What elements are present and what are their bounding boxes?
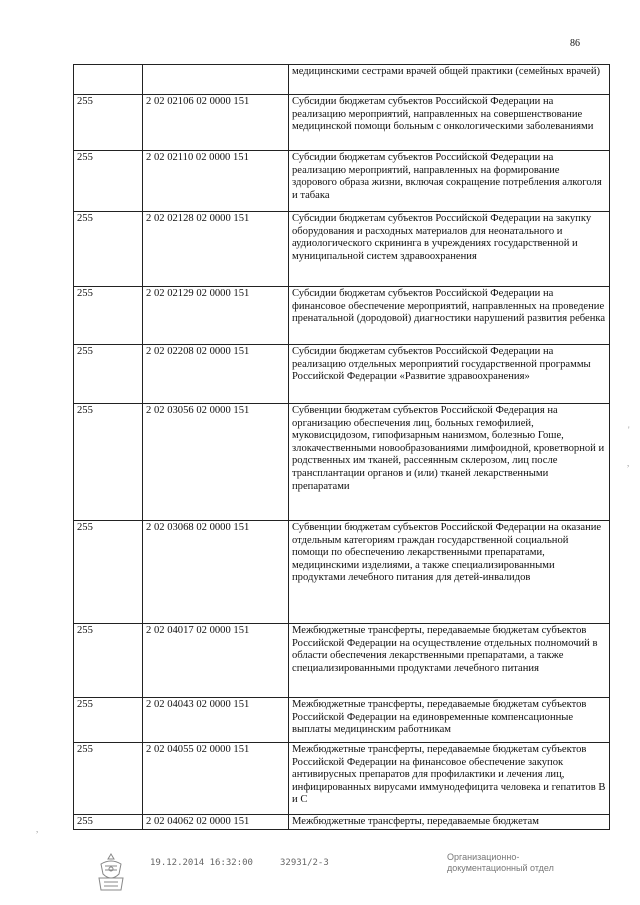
print-timestamp: 19.12.2014 16:32:00	[150, 858, 253, 868]
description-cell: медицинскими сестрами врачей общей практики (семейных врачей)	[289, 65, 610, 95]
department-line: Организационно-	[447, 852, 520, 862]
admin-code-cell: 255	[74, 404, 143, 521]
budget-code-cell: 2 02 04055 02 0000 151	[143, 743, 289, 815]
admin-code-cell: 255	[74, 815, 143, 830]
admin-code-cell	[74, 65, 143, 95]
description-cell: Субсидии бюджетам субъектов Российской Федерации на реализацию мероприятий, направленных на совершенствование медицинской помощи больным с онкологическими заболеваниями	[289, 95, 610, 151]
department-stamp	[447, 852, 567, 874]
description-cell: Субвенции бюджетам субъектов Российской Федерация на организацию обеспечения лиц, больных гемофилией, муковисцидозом, гипофизарным нанизмом, болезнью Гоше, злокачественными новообразованиями лимфоидной, кроветворной и родственных им тканей, рассеянным склерозом, лиц после трансплантации органов и (или) тканей лекарственными препаратами	[289, 404, 610, 521]
budget-code-cell: 2 02 04062 02 0000 151	[143, 815, 289, 830]
admin-code-cell: 255	[74, 95, 143, 151]
admin-code-cell: 255	[74, 212, 143, 287]
description-cell: Субвенции бюджетам субъектов Российской Федерации на оказание отдельным категориям граждан государственной социальной помощи по обеспечению лекарственными препаратами, медицинскими изделиями, а также специализированными продуктами лечебного питания для детей-инвалидов	[289, 521, 610, 624]
table-row	[74, 95, 610, 151]
budget-code-cell: 2 02 02128 02 0000 151	[143, 212, 289, 287]
admin-code-cell: 255	[74, 624, 143, 698]
scan-margin-mark: '	[628, 425, 630, 435]
admin-code-cell: 255	[74, 345, 143, 404]
admin-code-cell: 255	[74, 743, 143, 815]
budget-code-cell	[143, 65, 289, 95]
table-row	[74, 65, 610, 95]
budget-code-cell: 2 02 02129 02 0000 151	[143, 287, 289, 345]
description-cell: Субсидии бюджетам субъектов Российской Федерации на финансовое обеспечение мероприятий, направленных на проведение пренатальной (дородовой) диагностики нарушений развития ребенка	[289, 287, 610, 345]
budget-code-cell: 2 02 02110 02 0000 151	[143, 151, 289, 212]
table-row	[74, 743, 610, 815]
document-code: 32931/2-3	[280, 858, 329, 868]
description-cell: Межбюджетные трансферты, передаваемые бюджетам субъектов Российской Федерации на единовременные компенсационные выплаты медицинским работникам	[289, 698, 610, 743]
table-row	[74, 624, 610, 698]
table-row	[74, 212, 610, 287]
scan-margin-mark: ,	[36, 824, 39, 834]
coat-of-arms-icon	[95, 852, 127, 892]
description-cell: Межбюджетные трансферты, передаваемые бюджетам субъектов Российской Федерации на осуществление отдельных полномочий в области обеспечения лекарственными препаратами, а также специализированными продуктами лечебного питания	[289, 624, 610, 698]
table-row	[74, 345, 610, 404]
page-number: 86	[570, 38, 580, 49]
admin-code-cell: 255	[74, 151, 143, 212]
budget-code-cell: 2 02 03056 02 0000 151	[143, 404, 289, 521]
budget-code-cell: 2 02 04043 02 0000 151	[143, 698, 289, 743]
table-row	[74, 815, 610, 830]
description-cell: Межбюджетные трансферты, передаваемые бюджетам субъектов Российской Федерации на финансовое обеспечение закупок антивирусных препаратов для профилактики и лечения лиц, инфицированных вирусами иммунодефицита человека и гепатитов В и С	[289, 743, 610, 815]
description-cell: Субсидии бюджетам субъектов Российской Федерации на реализацию отдельных мероприятий государственной программы Российской Федерации «Развитие здравоохранения»	[289, 345, 610, 404]
department-line: документационный отдел	[447, 863, 554, 873]
table-row	[74, 698, 610, 743]
description-cell: Межбюджетные трансферты, передаваемые бюджетам	[289, 815, 610, 830]
budget-classification-table	[73, 64, 610, 830]
admin-code-cell: 255	[74, 287, 143, 345]
admin-code-cell: 255	[74, 521, 143, 624]
budget-code-cell: 2 02 04017 02 0000 151	[143, 624, 289, 698]
description-cell: Субсидии бюджетам субъектов Российской Федерации на закупку оборудования и расходных материалов для неонатального и аудиологического скрининга в учреждениях государственной и муниципальной систем здравоохранения	[289, 212, 610, 287]
budget-code-cell: 2 02 02106 02 0000 151	[143, 95, 289, 151]
description-cell: Субсидии бюджетам субъектов Российской Федерации на реализацию мероприятий, направленных на формирование здорового образа жизни, включая сокращение потребления алкоголя и табака	[289, 151, 610, 212]
scan-margin-mark: ,	[627, 458, 630, 468]
budget-code-cell: 2 02 03068 02 0000 151	[143, 521, 289, 624]
table-row	[74, 521, 610, 624]
admin-code-cell: 255	[74, 698, 143, 743]
table-row	[74, 151, 610, 212]
table-row	[74, 404, 610, 521]
budget-code-cell: 2 02 02208 02 0000 151	[143, 345, 289, 404]
footer	[0, 848, 640, 898]
table-row	[74, 287, 610, 345]
